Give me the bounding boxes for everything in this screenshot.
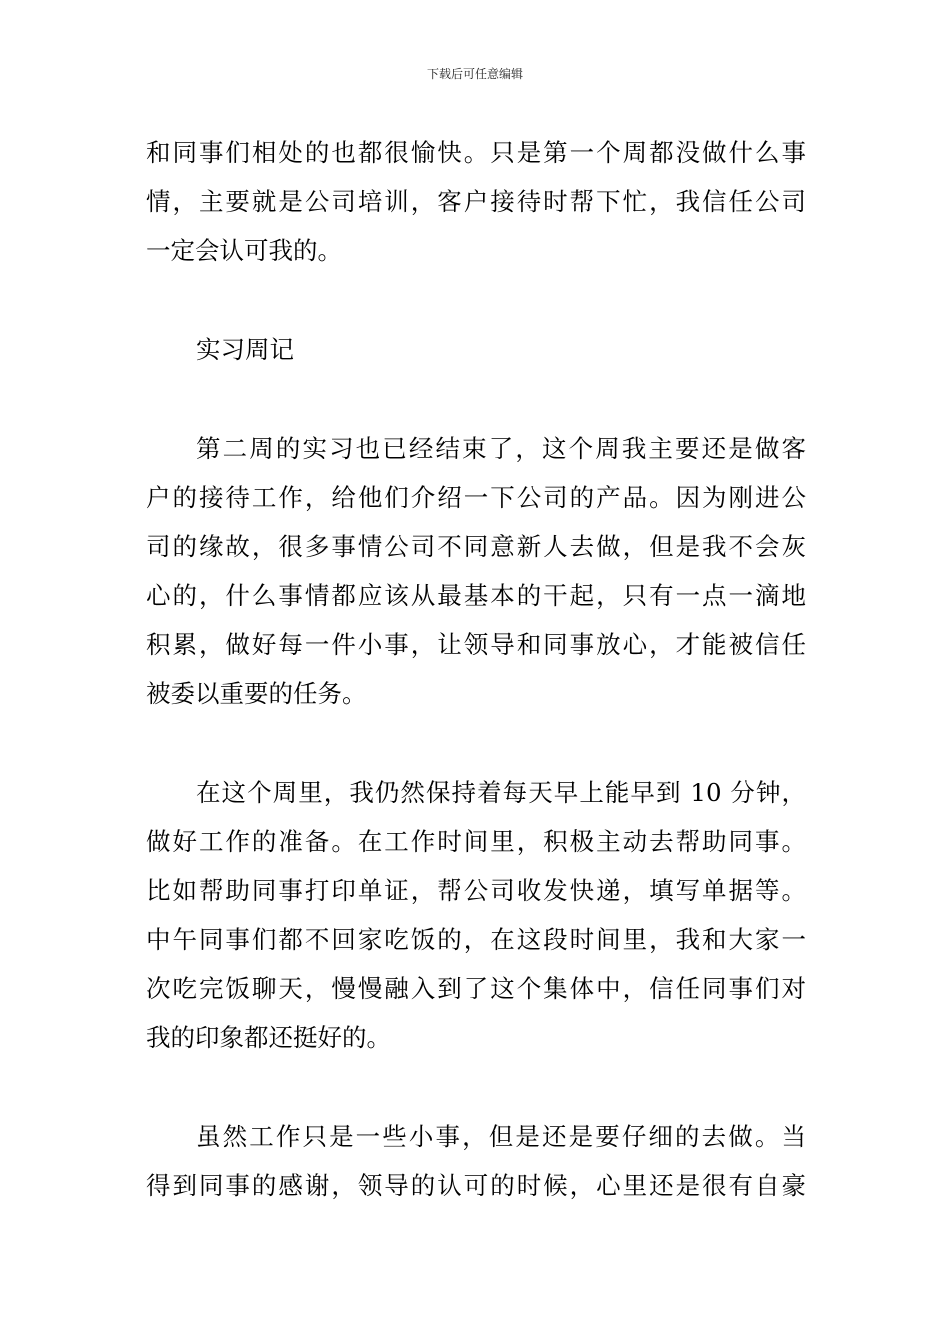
paragraph-line: 被委以重要的任务。 [146,679,367,708]
paragraph-line: 第二周的实习也已经结束了，这个周我主要还是做客 [196,434,806,463]
paragraph [146,768,806,1062]
paragraph-line: 积累，做好每一件小事，让领导和同事放心，才能被信任 [146,630,806,659]
paragraph-gap [146,1062,806,1112]
paragraph [146,424,806,718]
paragraph-line: 得到同事的感谢，领导的认可的时候，心里还是很有自豪 [146,1171,806,1200]
paragraph-line: 中午同事们都不回家吃饭的，在这段时间里，我和大家一 [146,925,806,954]
paragraph-gap [146,718,806,768]
paragraph-line: 司的缘故，很多事情公司不同意新人去做，但是我不会灰 [146,532,806,561]
paragraph-line: 在这个周里，我仍然保持着每天早上能早到 10 分钟， [196,778,806,807]
paragraph-line: 一定会认可我的。 [146,236,342,265]
paragraph-line: 心的，什么事情都应该从最基本的干起，只有一点一滴地 [146,581,806,610]
paragraph-line: 情，主要就是公司培训，客户接待时帮下忙，我信任公司 [146,187,806,216]
document-body [146,128,806,1210]
paragraph-gap [146,275,806,325]
paragraph-gap [146,374,806,424]
paragraph-line: 比如帮助同事打印单证，帮公司收发快递，填写单据等。 [146,876,806,905]
paragraph-line: 和同事们相处的也都很愉快。只是第一个周都没做什么事 [146,138,806,167]
paragraph-line: 我的印象都还挺好的。 [146,1023,391,1052]
paragraph-line: 次吃完饭聊天，慢慢融入到了这个集体中，信任同事们对 [146,974,806,1003]
paragraph [146,1112,806,1210]
paragraph-line: 虽然工作只是一些小事，但是还是要仔细的去做。当 [196,1122,806,1151]
section-heading: 实习周记 [196,335,294,364]
paragraph-line: 做好工作的准备。在工作时间里，积极主动去帮助同事。 [146,827,806,856]
page-header: 下载后可任意编辑 [426,67,523,81]
paragraph-line: 户的接待工作，给他们介绍一下公司的产品。因为刚进公 [146,483,806,512]
paragraph-continuation [146,128,806,275]
